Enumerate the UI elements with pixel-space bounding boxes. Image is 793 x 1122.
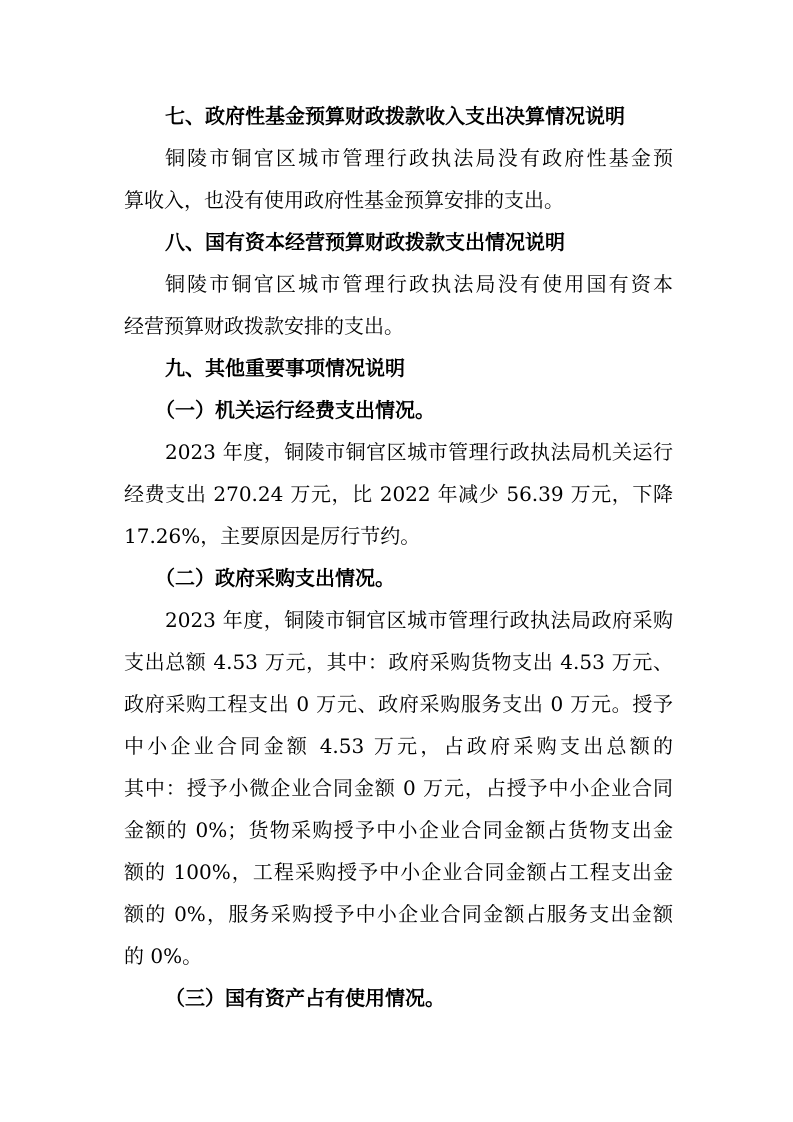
subsection-1-heading: （一）机关运行经费支出情况。 bbox=[155, 398, 435, 422]
subsection-1-line-3: 17.26%，主要原因是厉行节约。 bbox=[124, 524, 421, 548]
subsection-2-heading: （二）政府采购支出情况。 bbox=[155, 566, 395, 590]
section-7-line-2: 算收入，也没有使用政府性基金预算安排的支出。 bbox=[124, 188, 564, 212]
subsection-2-line-9: 的 0%。 bbox=[124, 944, 203, 968]
subsection-1-line-1: 2023 年度，铜陵市铜官区城市管理行政执法局机关运行 bbox=[165, 440, 673, 464]
section-8-line-2: 经营预算财政拨款安排的支出。 bbox=[124, 314, 404, 338]
subsection-3-heading: （三）国有资产占有使用情况。 bbox=[165, 986, 445, 1010]
subsection-2-line-1: 2023 年度，铜陵市铜官区城市管理行政执法局政府采购 bbox=[165, 608, 673, 632]
section-9-heading: 九、其他重要事项情况说明 bbox=[165, 356, 405, 380]
section-7-heading: 七、政府性基金预算财政拨款收入支出决算情况说明 bbox=[165, 104, 625, 128]
subsection-1-line-2: 经费支出 270.24 万元，比 2022 年减少 56.39 万元，下降 bbox=[124, 482, 673, 506]
subsection-2-line-4: 中小企业合同金额 4.53 万元，占政府采购支出总额的 bbox=[124, 734, 673, 758]
section-8-line-1: 铜陵市铜官区城市管理行政执法局没有使用国有资本 bbox=[165, 272, 673, 296]
section-7-line-1: 铜陵市铜官区城市管理行政执法局没有政府性基金预 bbox=[165, 146, 673, 170]
subsection-2-line-3: 政府采购工程支出 0 万元、政府采购服务支出 0 万元。授予 bbox=[124, 692, 673, 716]
subsection-2-line-6: 金额的 0%；货物采购授予中小企业合同金额占货物支出金 bbox=[124, 818, 673, 842]
subsection-2-line-7: 额的 100%，工程采购授予中小企业合同金额占工程支出金 bbox=[124, 860, 673, 884]
subsection-2-line-5: 其中：授予小微企业合同金额 0 万元，占授予中小企业合同 bbox=[124, 776, 673, 800]
section-8-heading: 八、国有资本经营预算财政拨款支出情况说明 bbox=[165, 230, 565, 254]
subsection-2-line-8: 额的 0%，服务采购授予中小企业合同金额占服务支出金额 bbox=[124, 902, 673, 926]
subsection-2-line-2: 支出总额 4.53 万元，其中：政府采购货物支出 4.53 万元、 bbox=[124, 650, 673, 674]
